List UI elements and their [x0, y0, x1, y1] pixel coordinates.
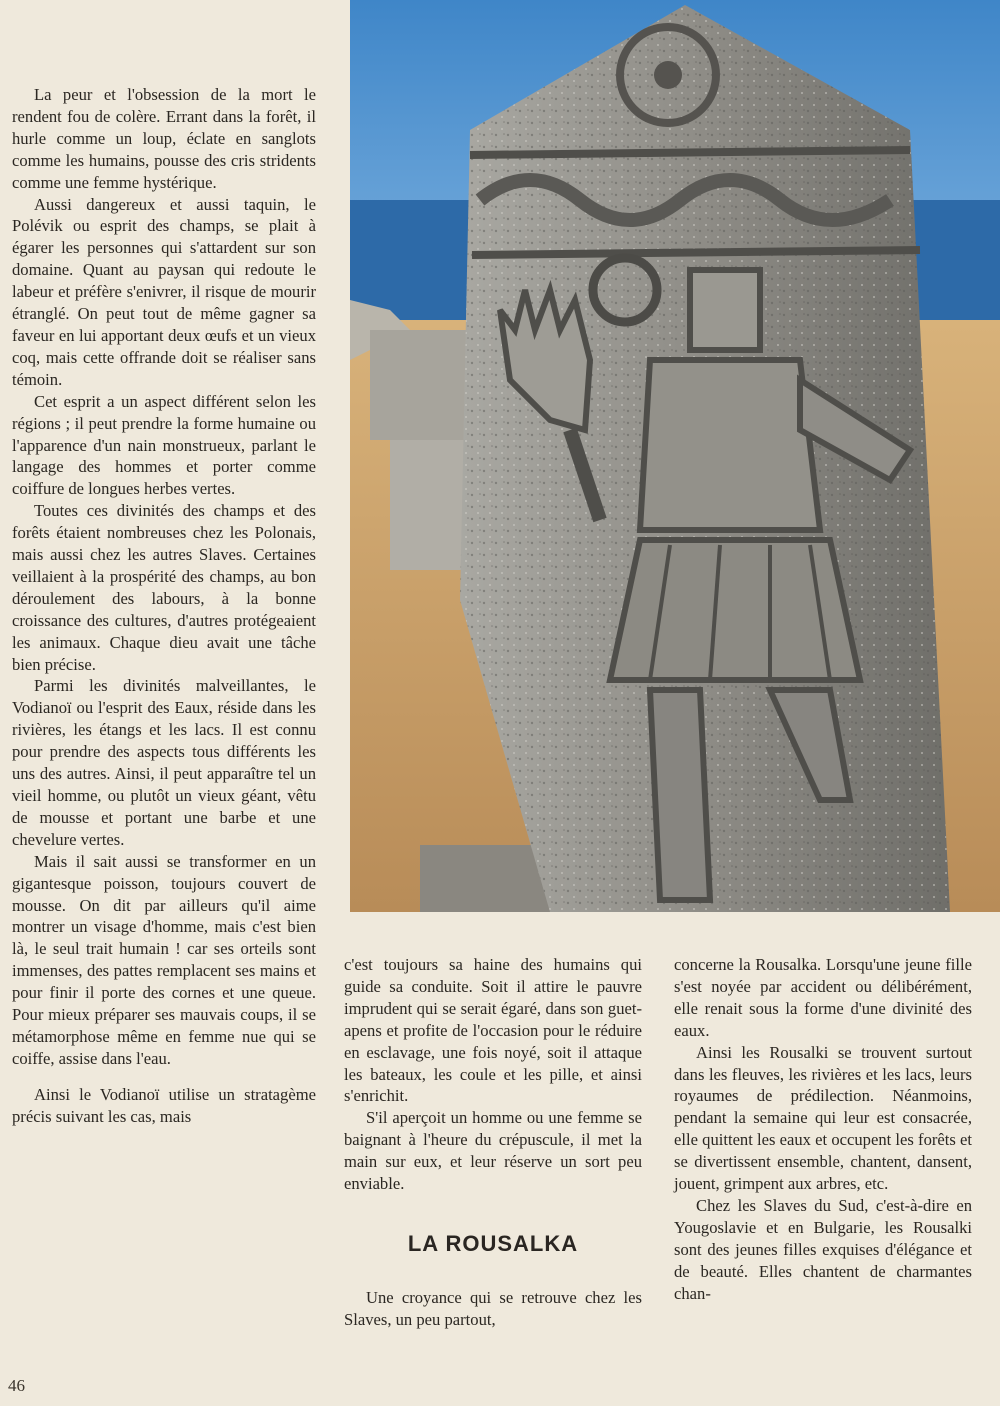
paragraph: concerne la Rousalka. Lorsqu'une jeune fille s'est noyée par accident ou délibérément, elle renait sous la forme d'une divinité des eaux. [674, 955, 972, 1040]
paragraph: Toutes ces divinités des champs et des forêts étaient nombreuses chez les Polonais, mais aussi chez les autres Slaves. Certaines veillaient à la prospérité des champs, au bon déroulement des labours, à la bonne croissance des cultures, d'autres protégeaient les animaux. Chaque dieu avait une tâche bien précise. [12, 501, 316, 674]
paragraph: Cet esprit a un aspect différent selon les régions ; il peut prendre la forme humaine ou l'apparence d'un nain monstrueux, parlant le langage des hommes et porter comme coiffure de longues herbes vertes. [12, 391, 316, 499]
paragraph: Ainsi le Vodianoï utilise un stratagème précis suivant les cas, mais [12, 1084, 316, 1126]
paragraph: Mais il sait aussi se transformer en un gigantesque poisson, toujours couvert de mousse. On dit par ailleurs qu'il aime montrer un visage d'homme, mais c'est bien là, le seul trait humain ! car ses orteils sont immenses, des pattes remplacent ses mains et pour finir il porte des cornes et une queue. Pour mieux préparer ses mauvais coups, il se métamorphose même en femme nue qui se coiffe, assise dans l'eau. [12, 851, 316, 1068]
paragraph: Aussi dangereux et aussi taquin, le Polévik ou esprit des champs, se plait à égarer les personnes qui s'attardent sur son domaine. Quant au paysan qui redoute le labeur et préfère s'enivrer, il risque de mourir étranglé. On peut tout de même gagner sa faveur en lui apportant deux œufs et un vieux coq, mais cette offrande doit se réaliser sans témoin. [12, 194, 316, 389]
paragraph: Une croyance qui se retrouve chez les Slaves, un peu partout, [344, 1287, 642, 1329]
paragraph: Ainsi les Rousalki se trouvent surtout dans les fleuves, les rivières et les lacs, leurs royaumes de prédilection. Néanmoins, pendant la semaine qui leur est consacrée, elle quittent les eaux et occupent les forêts et se divertissent ensemble, chantent, dansent, jouent, grimpent aux arbres, etc. [674, 1042, 972, 1194]
section-heading: LA ROUSALKA [407, 1230, 579, 1256]
page-number: 46 [8, 1376, 25, 1395]
paragraph: La peur et l'obsession de la mort le rendent fou de colère. Errant dans la forêt, il hurle comme un loup, éclate en sanglots comme les humains, pousse des cris stridents comme une femme hystérique. [12, 85, 316, 192]
paragraph: Chez les Slaves du Sud, c'est-à-dire en Yougoslavie et en Bulgarie, les Rousalki sont des jeunes filles exquises d'élégance et de beauté. Elles chantent de charmantes chan- [674, 1195, 972, 1303]
paragraph: c'est toujours sa haine des humains qui guide sa conduite. Soit il attire le pauvre imprudent qui se serait égaré, dans son guet-apens et profite de l'occasion pour le réduire en esclavage, une fois noyé, soit il attaque les bateaux, les coule et les pille, et ainsi s'enrichit. [344, 955, 642, 1106]
figure-skirt [610, 540, 860, 680]
stele-photo [350, 0, 1000, 912]
right-text-column [674, 954, 972, 1305]
figure-head [690, 270, 760, 350]
figure-torso [640, 360, 820, 530]
left-text-column [12, 84, 316, 1128]
paragraph: S'il aperçoit un homme ou une femme se baignant à l'heure du crépuscule, il met la main sur eux, et leur réserve un sort peu enviable. [344, 1108, 642, 1194]
paragraph: Parmi les divinités malveillantes, le Vodianoï ou l'esprit des Eaux, réside dans les rivières, les étangs et les lacs. Il est connu pour prendre des aspects tous différents les uns des autres. Ainsi, il peut apparaître tel un vieil homme, ou plutôt un vieux géant, vêtu de mousse et portant une barbe et une chevelure vertes. [12, 676, 316, 849]
distant-stone [370, 330, 480, 440]
middle-text-column [344, 954, 642, 1331]
